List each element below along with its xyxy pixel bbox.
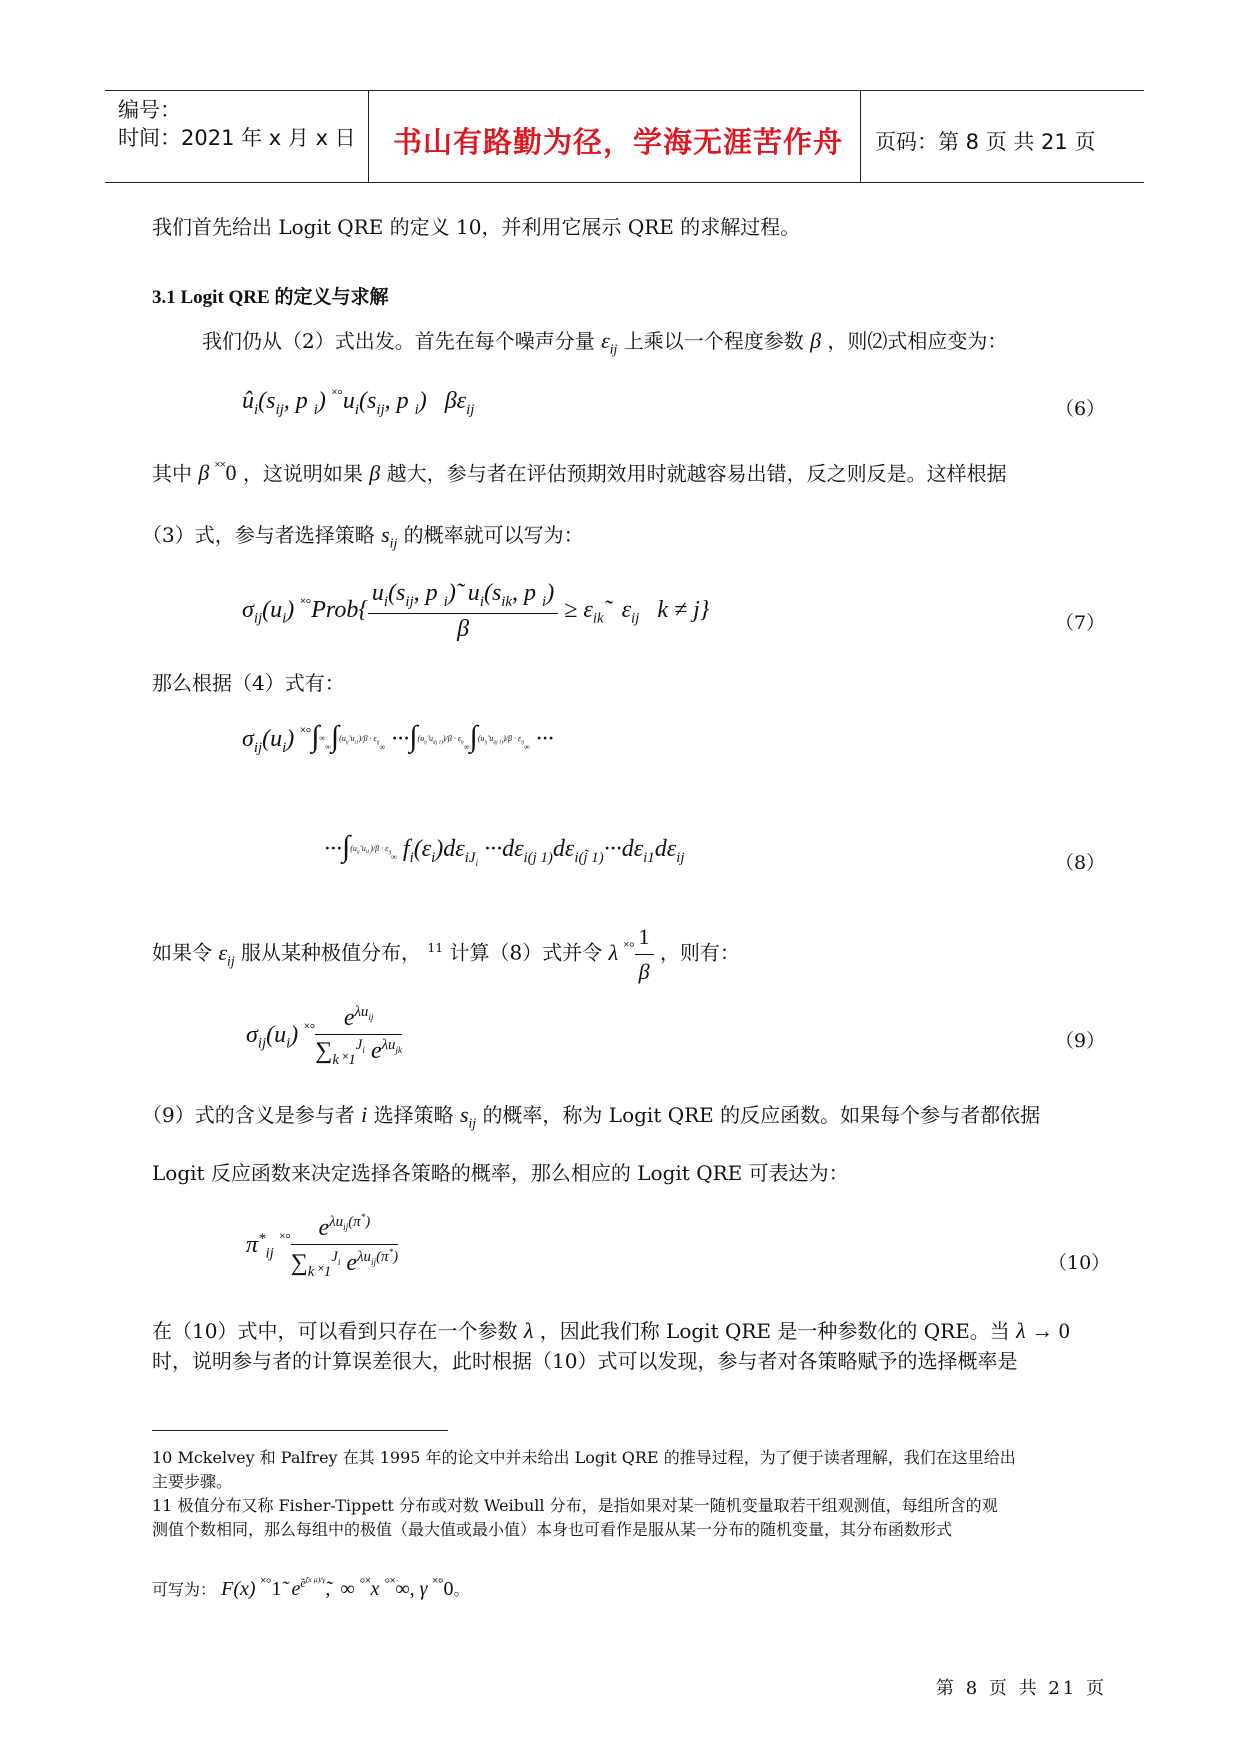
- paragraph-8: 在（10）式中，可以看到只存在一个参数 λ ，因此我们称 Logit QRE 是一种参数化的 QRE。当 λ → 0: [152, 1318, 1070, 1343]
- equation-6: $û_i(s_{ij}$, p $_i$) $^{˟^\circ}u_i(s_{ij}$, p $_i$) $\beta\varepsilon_{ij}$: [242, 388, 475, 418]
- header-divider-left: [368, 90, 369, 183]
- header-bottom-rule: [105, 182, 1144, 183]
- equation-9: $\sigma_{ij}(u_i)$ ˟° $\frac{e^{\lambda u_{ij}}}{\sum_{k ˟1}^{J_i} e^{\lambda u_{jk}}}$: [246, 1004, 403, 1068]
- paragraph-5: 如果令 $\varepsilon_{ij}$ 服从某种极值分布， $^{11}$ 计算（8）式并令 λ ˟° $\frac{1}{\beta}$ ，则有：: [152, 924, 740, 984]
- header-divider-right: [860, 90, 861, 183]
- page-label: 页码：第 8 页 共 21 页: [875, 130, 1096, 154]
- equation-number-8: （8）: [1055, 852, 1106, 874]
- equation-7: $\sigma_{ij}(u_i)$ ˟°Prob{ $\frac{u_i(s_{ij}, p _i)̃ u_i(s_{ik}, p _i)}{\beta}$ ≥ $\varepsilon_{ik}̃$ $\varepsilon_{ij}$ k ≠ j}: [242, 580, 710, 642]
- equation-number-7: （7）: [1055, 612, 1106, 634]
- paragraph-4: 那么根据（4）式有：: [152, 671, 345, 695]
- intro-text: 我们首先给出 Logit QRE 的定义 10，并利用它展示 QRE 的求解过程。: [152, 215, 801, 239]
- footnote-11-line-3: 可写为： F(x) ˟°1̃ $e^{̃e^{̃(x \mu)/\gamma}}̃$, ∞ °˟x °˟∞, γ ˟°0。: [152, 1575, 470, 1600]
- footnote-11-line-2: 测值个数相同，那么每组中的极值（最大值或最小值）本身也可看作是服从某一分布的随机变量，其分布函数形式: [152, 1520, 953, 1539]
- footnote-10-line-2: 主要步骤。: [152, 1472, 233, 1491]
- section-heading: 3.1 Logit QRE 的定义与求解: [152, 287, 389, 308]
- equation-10: $\pi^*_{ij}$ ˟° $\frac{e^{\lambda u_{ij}(\pi^*)}}{\sum_{k ˟1}^{J_i} e^{\lambda u_{ij}(\pi^*)}}$: [246, 1212, 399, 1280]
- equation-number-10: （10）: [1048, 1252, 1111, 1274]
- footnote-rule: [152, 1430, 448, 1431]
- motto: 书山有路勤为径，学海无涯苦作舟: [393, 125, 844, 159]
- paragraph-7: Logit 反应函数来决定选择各策略的概率，那么相应的 Logit QRE 可表达为：: [152, 1161, 849, 1185]
- header-top-rule: [105, 90, 1144, 91]
- page-footer: 第 8 页 共 21 页: [936, 1678, 1107, 1699]
- paragraph-2: 其中 β ˟˟0 ，这说明如果 β 越大，参与者在评估预期效用时就越容易出错，反之则反是。这样根据: [152, 460, 1007, 486]
- paragraph-1: 我们仍从（2）式出发。首先在每个噪声分量 $\varepsilon_{ij}$ 上乘以一个程度参数 β ，则⑵式相应变为：: [202, 328, 1008, 357]
- equation-number-6: （6）: [1055, 398, 1106, 420]
- equation-number-9: （9）: [1055, 1030, 1106, 1052]
- serial-label: 编号：: [118, 98, 181, 122]
- equation-8-line-2: ···∫$^{(u_{ij}̃ u_{iJ_i})/\beta \cdot \varepsilon_{ij}}_\infty$ $f_i(\varepsilon_i)d\varepsilon_{iJ_i} \cdot\cdot\cdot d\varepsilon_{i(j 1)}d\varepsilon_{i(j̃ 1)}\cdot\cdot\cdot d\varepsilon_{i1}d\varepsilon_{ij}$: [324, 830, 685, 868]
- intro-paragraph: [152, 212, 800, 242]
- paragraph-6: （9）式的含义是参与者 i 选择策略 $s_{ij}$ 的概率，称为 Logit QRE 的反应函数。如果每个参与者都依据: [142, 1102, 1041, 1131]
- footnote-11-line-1: 11 极值分布又称 Fisher-Tippett 分布或对数 Weibull 分布，是指如果对某一随机变量取若干组观测值，每组所含的观: [152, 1496, 998, 1515]
- paragraph-3: （3）式，参与者选择策略 $s_{ij}$ 的概率就可以写为：: [142, 522, 584, 551]
- equation-8-line-1: $\sigma_{ij}(u_i)$ $^{˟^\circ}\int^\infty_\infty\int^{(u_{ij}̃ u_{i1})/\beta \cdot \varepsilon_{ij}}_\infty \cdot\cdot\cdot\int^{(u_{ij}̃ u_{i(j 1)})/\beta \cdot \varepsilon_{ij}}_\infty\int^{(u_{ij}̃ u_{i(j 1)})/\beta \cdot \varepsilon_{ij}}_\infty$ ···: [242, 720, 554, 756]
- footnote-10-line-1: 10 Mckelvey 和 Palfrey 在其 1995 年的论文中并未给出 Logit QRE 的推导过程，为了便于读者理解，我们在这里给出: [152, 1448, 1016, 1467]
- time-label: 时间：2021 年 x 月 x 日: [118, 126, 356, 150]
- paragraph-9: 时，说明参与者的计算误差很大，此时根据（10）式可以发现，参与者对各策略赋予的选择概率是: [152, 1349, 1018, 1373]
